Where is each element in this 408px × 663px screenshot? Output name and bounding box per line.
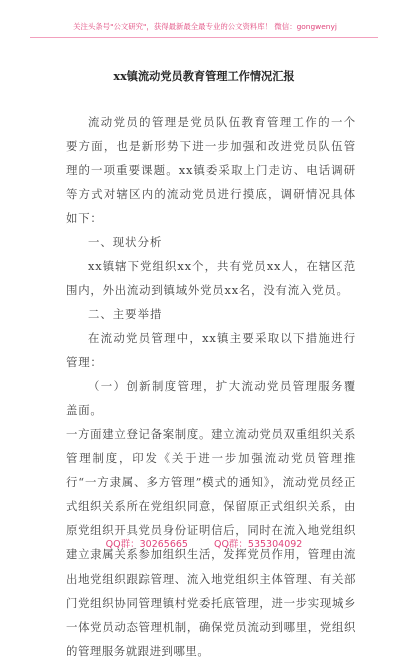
footer-qq-group-1: QQ群：30265665 (105, 539, 188, 550)
intro-paragraph: 流动党员的管理是党员队伍教育管理工作的一个要方面，也是新形势下进一步加强和改进党员队伍管理的一项重要课题。xx镇委采取上门走访、电话调研等方式对辖区内的流动党员进行摸底，调研情况具体如下： (66, 115, 356, 225)
measures-intro-paragraph: 在流动党员管理中，xx镇主要采取以下措施进行管理： (66, 331, 356, 369)
header-watermark-note: 关注头条号"公文研究"，获得最新最全最专业的公文资料库！ 微信：gongwenyj (73, 22, 337, 31)
section-heading-measures: 二、主要举措 (88, 307, 163, 321)
status-paragraph: xx镇辖下党组织xx个，共有党员xx人，在辖区范围内，外出流动到镇域外党员xx名，没有流入党员。 (66, 259, 356, 297)
header-divider (30, 37, 378, 38)
system-management-paragraph: 一方面建立登记备案制度。建立流动党员双重组织关系管理制度，印发《关于进一步加强流动党员管理推行“一方隶属、多方管理”模式的通知》，流动党员经正式组织关系所在党组织同意，保留原正式组织关系，由原党组织开具党员身份证明信后，同时在流入地党组织建立隶属关系参加组织生活，发挥党员作用，管理由流出地党组织跟踪管理、流入地党组织主体管理、有关部门党组织协同管理镇村党委托底管理，进一步实现城乡一体党员动态管理机制，确保党员流动到哪里，党组织的管理服务就跟进到哪里。 (66, 427, 356, 658)
footer-qq-groups (0, 536, 408, 550)
section-heading-status: 一、现状分析 (88, 235, 163, 249)
document-title: xx镇流动党员教育管理工作情况汇报 (113, 69, 295, 83)
footer-qq-group-2: QQ群：535304092 (213, 539, 303, 550)
subheading-system-management: （一）创新制度管理，扩大流动党员管理服务覆盖面。 (66, 379, 356, 417)
